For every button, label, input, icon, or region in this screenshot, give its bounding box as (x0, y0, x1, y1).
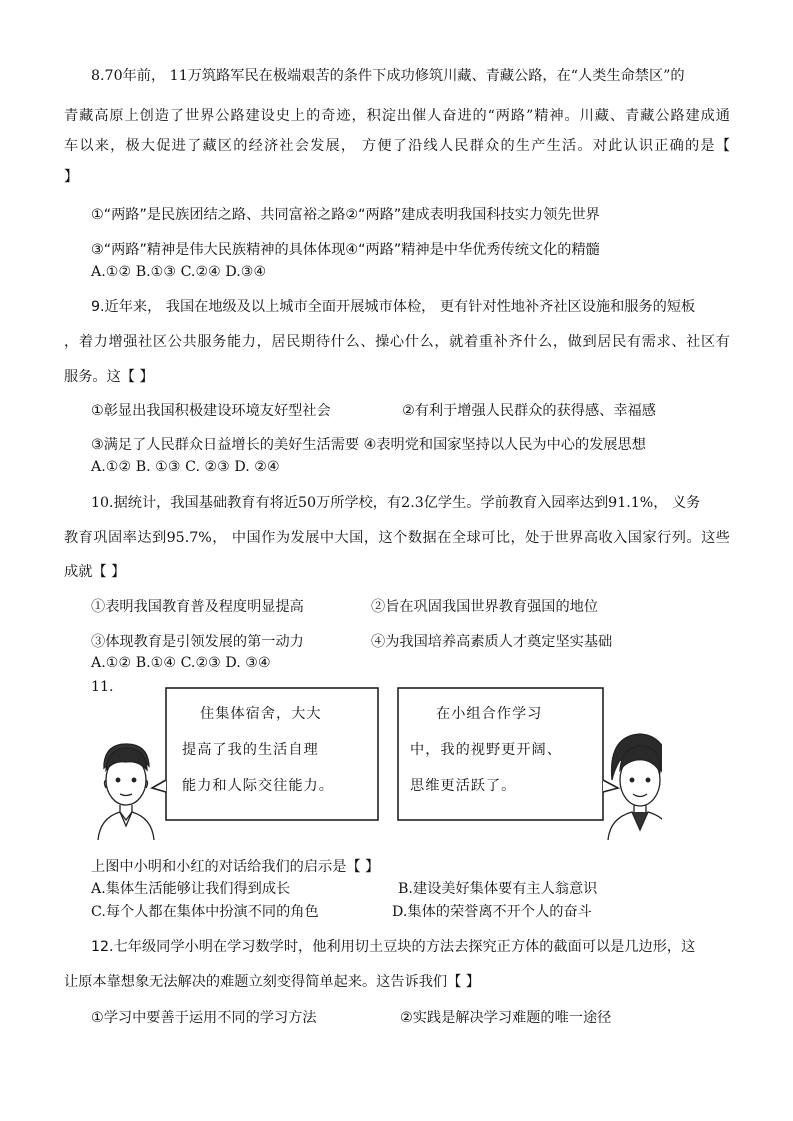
q11-option-d: D.集体的荣誉离不开个人的奋斗 (392, 904, 592, 920)
q9-statements-3-4: ③满足了人民群众日益增长的美好生活需要 ④表明党和国家坚持以人民为中心的发展思想 (91, 437, 646, 453)
q9-line-3: 服务。这【 】 (64, 369, 154, 385)
q9-statement-1: ①彰显出我国积极建设环境友好型社会 (91, 403, 331, 419)
q10-line-2: 教育巩固率达到95.7%， 中国作为发展中大国，这个数据在全球可比，处于世界高收入国家行列。这些 (64, 530, 730, 546)
bubble-right-line-2: 中，我的视野更开阔、 (410, 742, 562, 758)
q10-statement-2: ②旨在巩固我国世界教育强国的地位 (371, 599, 599, 615)
q10-line-1: 10.据统计，我国基础教育有将近50万所学校，有2.3亿学生。学前教育入园率达到91.1%， 义务 (91, 495, 701, 511)
q8-answer-bracket: 】 (64, 169, 79, 185)
bubble-right-line-3: 思维更活跃了。 (410, 778, 517, 794)
q11-cartoon (92, 684, 662, 840)
q12-line-2: 让原本靠想象无法解决的难题立刻变得简单起来。这告诉我们【 】 (64, 974, 480, 990)
q8-line-2: 青藏高原上创造了世界公路建设史上的奇迹，积淀出催人奋进的“两路”精神。川藏、青藏公路建成通 (64, 108, 730, 124)
q11-option-a: A.集体生活能够让我们得到成长 (91, 881, 291, 897)
bubble-left-line-3: 能力和人际交往能力。 (182, 778, 334, 794)
q11-stem: 上图中小明和小红的对话给我们的启示是【 】 (91, 859, 380, 875)
q9-line-1: 9.近年来， 我国在地级及以上城市全面开展城市体检， 更有针对性地补齐社区设施和服务的短板 (91, 299, 696, 315)
q9-choices: A.①② B. ①③ C. ②③ D. ②④ (91, 459, 280, 475)
q11-number: 11. (91, 679, 114, 695)
q12-statement-1: ①学习中要善于运用不同的学习方法 (91, 1010, 317, 1026)
boy-illustration (98, 744, 154, 840)
q8-line-3: 车以来，极大促进了藏区的经济社会发展， 方便了沿线人民群众的生产生活。对此认识正确的是【 (64, 138, 730, 154)
q11-option-c: C.每个人都在集体中扮演不同的角色 (91, 904, 319, 920)
q10-statement-4: ④为我国培养高素质人才奠定坚实基础 (371, 634, 613, 650)
q10-choices: A.①② B.①④ C.②③ D. ③④ (91, 655, 271, 671)
bubble-left-line-1: 住集体宿舍，大大 (200, 706, 322, 722)
q12-line-1: 12.七年级同学小明在学习数学时，他利用切土豆块的方法去探究正方体的截面可以是几边形，这 (91, 939, 696, 955)
q9-line-2: ，着力增强社区公共服务能力，居民期待什么、操心什么，就着重补齐什么，做到居民有需求、社区有 (64, 334, 730, 350)
q8-line-1: 8.70年前， 11万筑路军民在极端艰苦的条件下成功修筑川藏、青藏公路，在“人类生命禁区”的 (91, 68, 685, 84)
bubble-right-line-1: 在小组合作学习 (436, 706, 543, 722)
bubble-left-line-2: 提高了我的生活自理 (182, 742, 319, 758)
q11-option-b: B.建设美好集体要有主人翁意识 (398, 881, 598, 897)
q8-statements-3-4: ③“两路”精神是伟大民族精神的具体体现④“两路”精神是中华优秀传统文化的精髓 (91, 242, 600, 258)
q12-statement-2: ②实践是解决学习难题的唯一途径 (400, 1010, 612, 1026)
q10-statement-1: ①表明我国教育普及程度明显提高 (91, 599, 304, 615)
q10-statement-3: ③体现教育是引领发展的第一动力 (91, 634, 304, 650)
q10-line-3: 成就【 】 (64, 564, 126, 580)
q8-choices: A.①② B.①③ C.②④ D.③④ (91, 264, 267, 280)
q8-statements-1-2: ①“两路”是民族团结之路、共同富裕之路②“两路”建成表明我国科技实力领先世界 (91, 207, 600, 223)
q9-statement-2: ②有利于增强人民群众的获得感、幸福感 (402, 403, 656, 419)
